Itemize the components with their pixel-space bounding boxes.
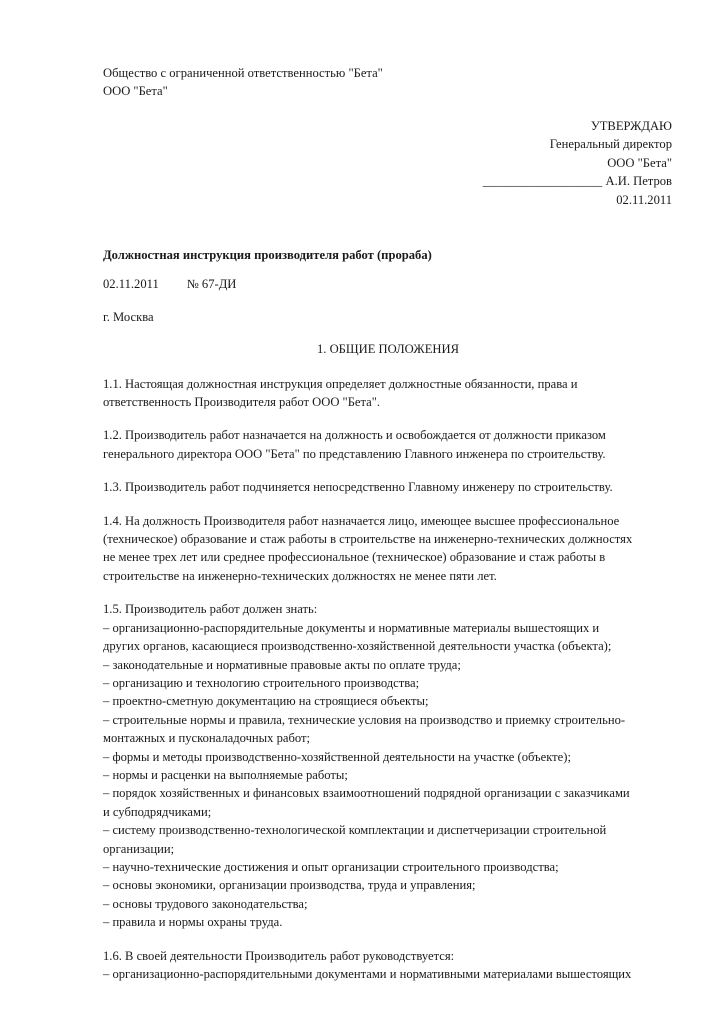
paragraph-line: – правила и нормы охраны труда. [103,915,283,930]
paragraph-line: генерального директора ООО "Бета" по представлению Главного инженера по строительству. [103,446,606,461]
paragraph-line: – проектно-сметную документацию на строящиеся объекты; [103,694,429,709]
paragraph [103,600,673,931]
paragraph [103,947,673,984]
organization-header [103,64,383,101]
paragraph [103,375,673,412]
paragraph-line: – организационно-распорядительные документы и нормативные материалы вышестоящих и [103,620,600,635]
paragraph-line: 1.5. Производитель работ должен знать: [103,602,318,617]
paragraph-line: – порядок хозяйственных и финансовых взаимоотношений подрядной организации с заказчиками [103,786,630,801]
paragraph-line: 1.3. Производитель работ подчиняется непосредственно Главному инженеру по строительству. [103,480,613,495]
paragraph [103,512,673,586]
document-city: г. Москва [103,309,154,324]
paragraph-line: – организационно-распорядительными документами и нормативными материалами вышестоящих [103,967,632,981]
approval-company: ООО "Бета" [607,155,672,170]
paragraph-line: и субподрядчиками; [103,804,212,819]
paragraph-line: – формы и методы производственно-хозяйственной деятельности на участке (объекте); [103,749,571,764]
document-title: Должностная инструкция производителя работ (прораба) [103,248,432,262]
paragraph-line: – основы экономики, организации производства, труда и управления; [103,878,476,893]
paragraph-line: 1.1. Настоящая должностная инструкция определяет должностные обязанности, права и [103,376,578,391]
paragraph-line: не менее трех лет или среднее профессиональное (техническое) образование и стаж работы в [103,550,606,565]
document-date: 02.11.2011 [103,277,159,292]
paragraph-line: – систему производственно-технологической комплектации и диспетчеризации строительной [103,823,607,838]
approval-heading: УТВЕРЖДАЮ [590,119,672,133]
approval-date: 02.11.2011 [616,192,672,207]
paragraph-line: 1.2. Производитель работ назначается на должность и освобождается от должности приказом [103,428,606,443]
organization-short-name: ООО "Бета" [103,84,168,99]
paragraph-line: строительстве на инженерно-технических должностях не менее пяти лет. [103,568,497,583]
paragraph-line: – научно-технические достижения и опыт организации строительного производства; [103,859,559,874]
paragraph [103,478,673,496]
paragraph-line: монтажных и пусконаладочных работ; [103,731,310,746]
paragraph-line: организации; [103,841,175,856]
paragraph-line: – законодательные и нормативные правовые акты по оплате труда; [103,657,461,672]
document-meta [103,275,673,293]
approval-position: Генеральный директор [549,137,672,152]
paragraph-line: – нормы и расценки на выполняемые работы; [103,767,348,782]
organization-full-name: Общество с ограниченной ответственностью "Бета" [103,66,383,80]
document-number: № 67-ДИ [186,277,237,292]
section-paragraphs [103,375,673,984]
approval-signature-line: ___________________ А.И. Петров [482,174,672,189]
section-heading: 1. ОБЩИЕ ПОЛОЖЕНИЯ [316,342,459,357]
paragraph-line: ответственность Производителя работ ООО "Бета". [103,395,381,410]
paragraph-line: – организацию и технологию строительного производства; [103,675,420,690]
paragraph-line: 1.4. На должность Производителя работ назначается лицо, имеющее высшее профессиональное [103,513,620,528]
paragraph-line: – строительные нормы и правила, технические условия на производство и приемку строительно- [103,712,626,727]
approval-block [483,117,672,209]
paragraph-line: (техническое) образование и стаж работы в строительстве на инженерно-технических должностях [103,532,633,547]
paragraph-line: – основы трудового законодательства; [103,896,308,911]
paragraph [103,426,673,463]
document-body [103,246,673,983]
paragraph-line: 1.6. В своей деятельности Производитель работ руководствуется: [103,948,455,963]
paragraph-line: других органов, касающиеся производственно-хозяйственной деятельности участка (объекта); [103,639,612,654]
